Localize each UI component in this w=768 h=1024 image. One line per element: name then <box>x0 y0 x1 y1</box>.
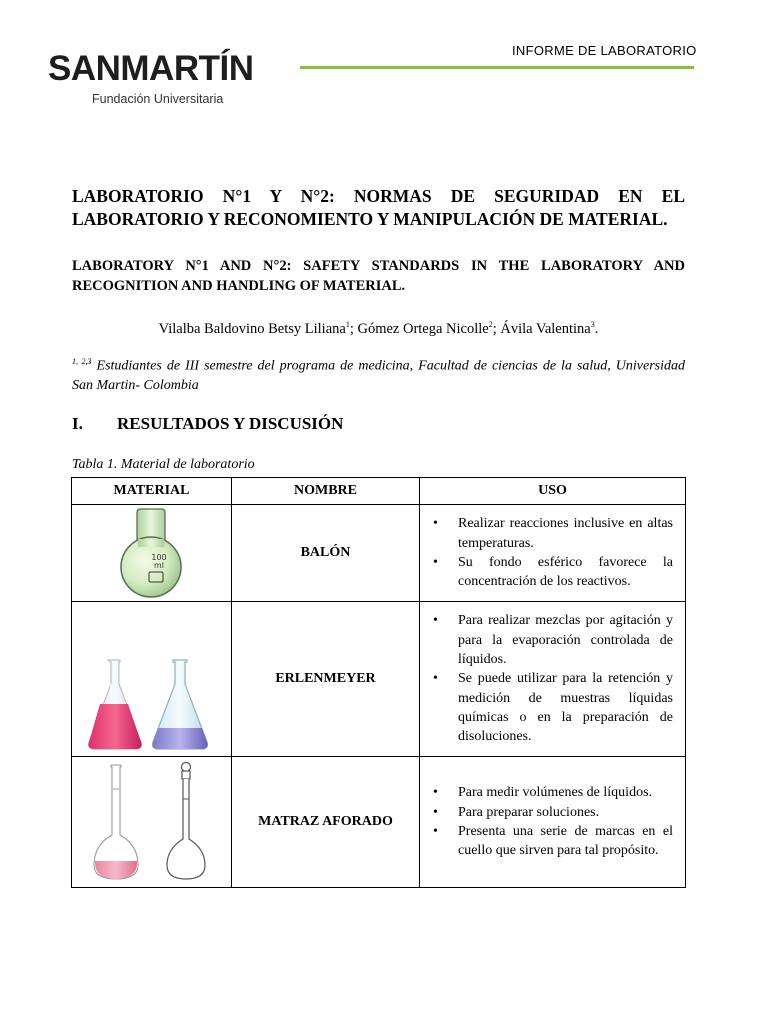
material-image-cell <box>72 602 232 757</box>
logo-wordmark: SANMARTÍN <box>48 49 254 88</box>
logo-subtitle: Fundación Universitaria <box>92 92 224 106</box>
header-nombre: NOMBRE <box>232 478 420 505</box>
author-sep: ; <box>492 320 501 337</box>
material-name: BALÓN <box>232 505 420 602</box>
volumetric-flasks-icon <box>87 759 217 885</box>
use-item: • Su fondo esférico favorece la concentración de los reactivos. <box>458 553 673 592</box>
table-row <box>72 505 686 602</box>
material-image-cell <box>72 505 232 602</box>
author-3: Ávila Valentina <box>500 320 591 337</box>
round-bottom-flask-icon <box>107 507 197 599</box>
svg-text:ml: ml <box>153 561 164 570</box>
table-row <box>72 757 686 888</box>
header-material: MATERIAL <box>72 478 232 505</box>
table-caption: Tabla 1. Material de laboratorio <box>72 457 255 472</box>
affiliation-sup: 1, 2,3 <box>72 357 92 366</box>
table-header-row <box>72 478 686 505</box>
material-uses <box>420 757 686 888</box>
title-spanish: LABORATORIO N°1 Y N°2: NORMAS DE SEGURIDAD EN EL LABORATORIO Y RECONOMIENTO Y MANIPULACIÓN DE MATERIAL. <box>72 186 685 229</box>
affiliation-text: Estudiantes de III semestre del programa de medicina, Facultad de ciencias de la salud, Universidad San Martin- Colombia <box>72 358 686 393</box>
sanmartin-logo <box>48 50 278 112</box>
use-item: • Para medir volúmenes de líquidos. <box>458 783 673 802</box>
title-english: LABORATORY N°1 AND N°2: SAFETY STANDARDS IN THE LABORATORY AND RECOGNITION AND HANDLING OF MATERIAL. <box>72 258 685 294</box>
table-row <box>72 602 686 757</box>
material-name: ERLENMEYER <box>232 602 420 757</box>
material-image-cell <box>72 757 232 888</box>
author-sep: ; <box>349 320 358 337</box>
author-1-sup: 1 <box>345 320 350 329</box>
svg-text:100: 100 <box>150 553 167 562</box>
author-3-sup: 3 <box>590 320 595 329</box>
author-2: Gómez Ortega Nicolle <box>357 320 489 337</box>
material-uses <box>420 602 686 757</box>
section-heading <box>72 414 343 434</box>
use-item: • Para preparar soluciones. <box>458 803 673 822</box>
material-uses <box>420 505 686 602</box>
author-2-sup: 2 <box>488 320 493 329</box>
report-type-label: INFORME DE LABORATORIO <box>512 43 697 58</box>
section-number: I. <box>72 414 83 433</box>
material-name: MATRAZ AFORADO <box>232 757 420 888</box>
header-divider <box>300 66 694 69</box>
author-1: Vilalba Baldovino Betsy Liliana <box>158 320 346 337</box>
use-item: • Realizar reacciones inclusive en altas temperaturas. <box>458 514 673 553</box>
use-item: • Presenta una serie de marcas en el cuello que sirven para tal propósito. <box>458 822 673 861</box>
use-item: • Se puede utilizar para la retención y medición de muestras líquidas químicas o en la preparación de disoluciones. <box>458 669 673 746</box>
header-uso: USO <box>420 478 686 505</box>
materials-table <box>71 477 686 888</box>
use-item: • Para realizar mezclas por agitación y para la evaporación controlada de líquidos. <box>458 611 673 669</box>
authors-line <box>72 315 685 339</box>
erlenmeyer-flasks-icon <box>87 656 217 756</box>
affiliation <box>72 352 685 395</box>
section-title: RESULTADOS Y DISCUSIÓN <box>117 414 344 433</box>
author-sep: . <box>594 320 599 337</box>
